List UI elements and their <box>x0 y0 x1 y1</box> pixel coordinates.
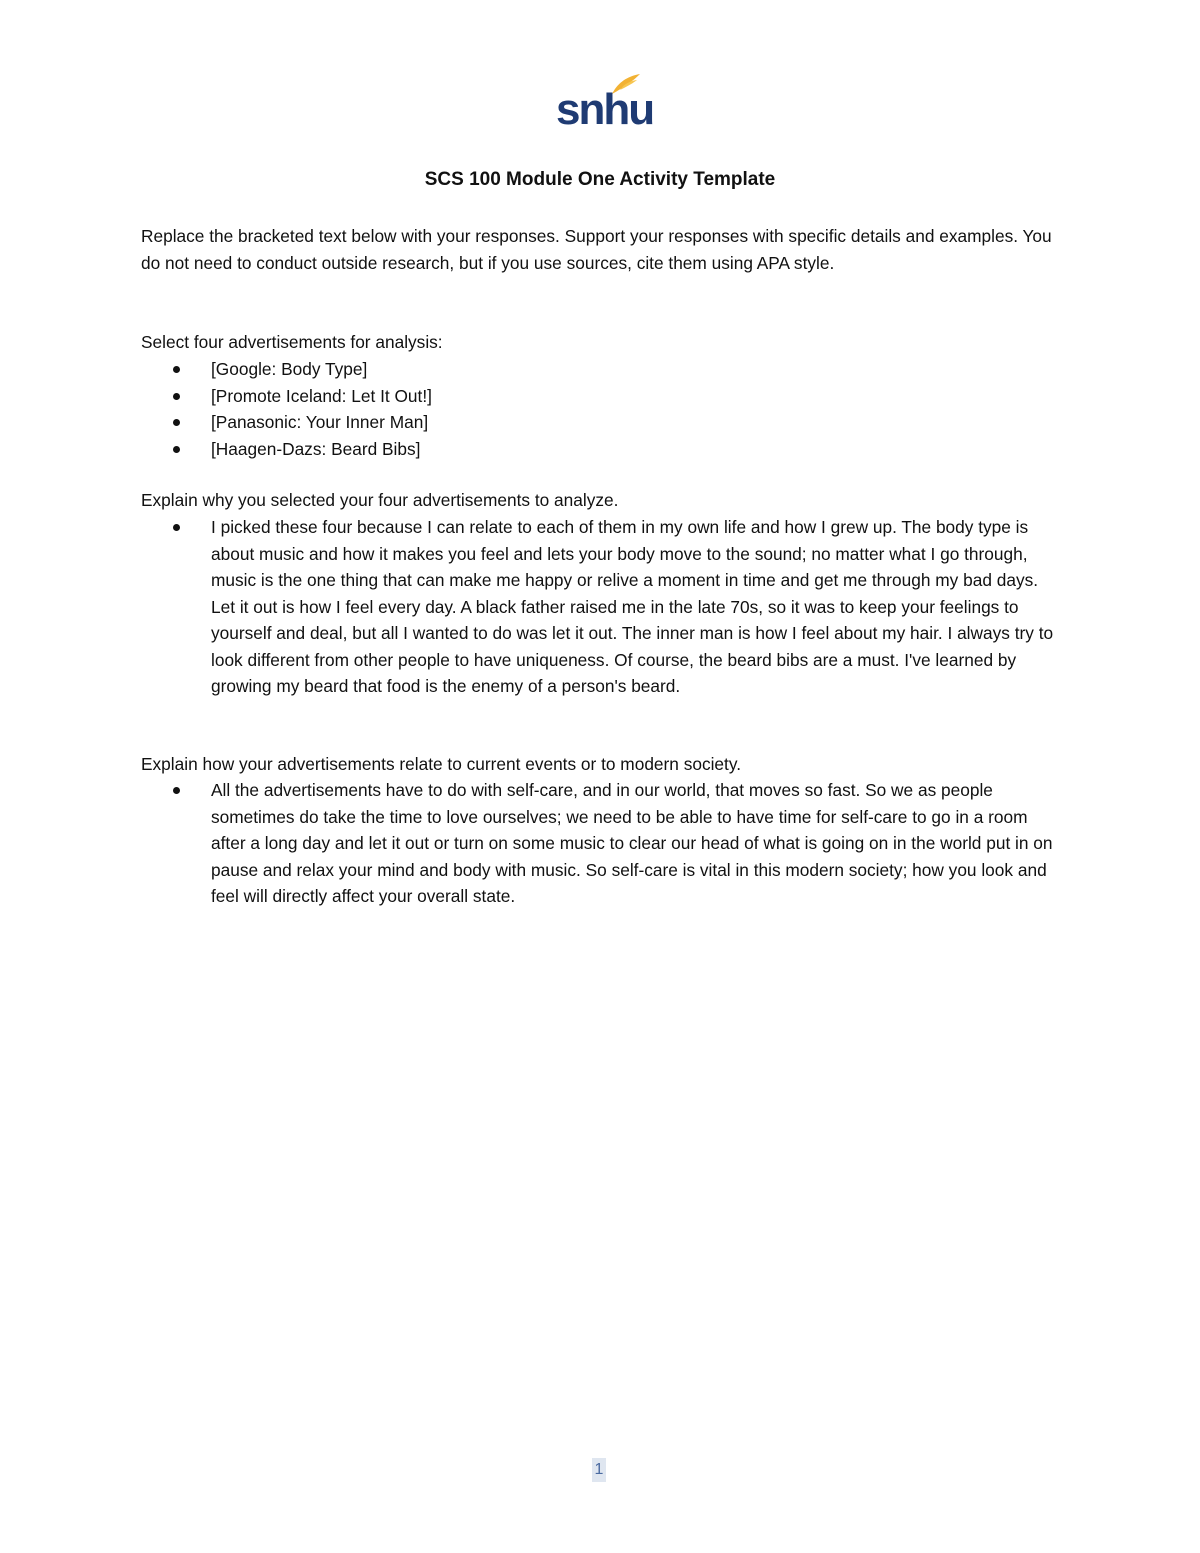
ads-prompt: Select four advertisements for analysis: <box>141 332 443 352</box>
list-item: [Promote Iceland: Let It Out!] <box>141 383 1061 410</box>
list-item <box>141 514 1061 700</box>
bullet-icon <box>173 366 180 373</box>
bullet-icon <box>173 393 180 400</box>
list-item: [Panasonic: Your Inner Man] <box>141 409 1061 436</box>
bullet-icon <box>173 524 180 531</box>
document-title: SCS 100 Module One Activity Template <box>424 169 776 190</box>
instructions-paragraph: Replace the bracketed text below with your responses. Support your responses with specific details and examples. You do not need to conduct outside research, but if you use sources, cite them using APA style. <box>141 226 1052 273</box>
bullet-icon <box>173 446 180 453</box>
page-number: 1 <box>592 1458 606 1482</box>
how-prompt: Explain how your advertisements relate to current events or to modern society. <box>141 754 742 774</box>
list-item: [Google: Body Type] <box>141 356 1061 383</box>
how-answer: All the advertisements have to do with self-care, and in our world, that moves so fast. So we as people sometimes do take the time to love ourselves; we need to be able to have time for self-care to go in a room after a long day and let it out or turn on some music to clear our head of what is going on in the world put in on pause and relax your mind and body with music. So self-care is vital in this modern society; how you look and feel will directly affect your overall state. <box>211 780 1053 906</box>
why-prompt: Explain why you selected your four advertisements to analyze. <box>141 490 619 510</box>
why-answer: I picked these four because I can relate to each of them in my own life and how I grew up. The body type is about music and how it makes you feel and lets your body move to the sound; no matter what I go through, music is the one thing that can make me happy or relive a moment in time and get me through my bad days. Let it out is how I feel every day. A black father raised me in the late 70s, so it was to keep your feelings to yourself and deal, but all I wanted to do was let it out. The inner man is how I feel about my hair. I always try to look different from other people to have uniqueness. Of course, the beard bibs are a must. I've learned by growing my beard that food is the enemy of a person's beard. <box>211 517 1054 696</box>
ads-list <box>141 356 1061 462</box>
snhu-logo <box>552 70 654 136</box>
how-answer-list <box>141 777 1061 910</box>
why-answer-list <box>141 514 1061 700</box>
bullet-icon <box>173 419 180 426</box>
list-item <box>141 777 1061 910</box>
bullet-icon <box>173 787 180 794</box>
list-item: [Haagen-Dazs: Beard Bibs] <box>141 436 1061 463</box>
logo-wordmark: snhu <box>556 85 654 134</box>
